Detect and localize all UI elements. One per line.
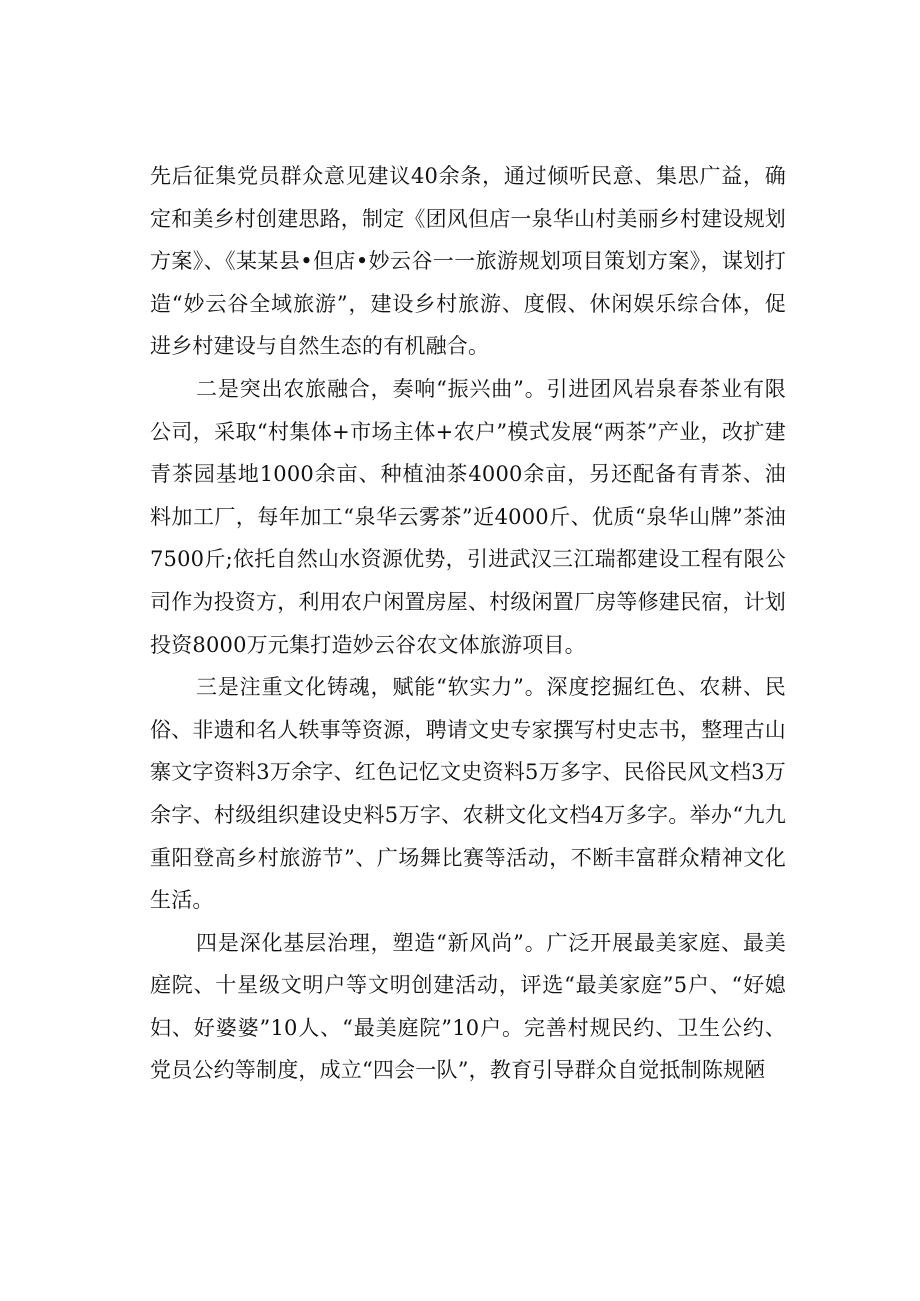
paragraph-4: 四是深化基层治理，塑造“新风尚”。广泛开展最美家庭、最美庭院、十星级文明户等文明创建活动，评选“最美家庭”5户、“好媳妇、好婆婆”10人、“最美庭院”10户。完善村规民约、卫生公约、党员公约等制度，成立“四会一队”，教育引导群众自觉抵制陈规陋 xyxy=(150,930,786,1083)
document-body xyxy=(150,155,786,1092)
paragraph-1: 先后征集党员群众意见建议40余条，通过倾听民意、集思广益，确定和美乡村创建思路，制定《团风但店一泉华山村美丽乡村建设规划方案》、《某某县•但店•妙云谷一一旅游规划项目策划方案》，谋划打造“妙云谷全域旅游”，建设乡村旅游、度假、休闲娱乐综合体，促进乡村建设与自然生态的有机融合。 xyxy=(150,164,786,359)
paragraph-2: 二是突出农旅融合，奏响“振兴曲”。引进团风岩泉春茶业有限公司，采取“村集体+市场主体+农户”模式发展“两茶”产业，改扩建青茶园基地1000余亩、种植油茶4000余亩，另还配备有青茶、油料加工厂，每年加工“泉华云雾茶”近4000斤、优质“泉华山牌”茶油7500斤;依托自然山水资源优势，引进武汉三江瑞都建设工程有限公司作为投资方，利用农户闲置房屋、村级闲置厂房等修建民宿，计划投资8000万元集打造妙云谷农文体旅游项目。 xyxy=(150,376,786,657)
paragraph-3: 三是注重文化铸魂，赋能“软实力”。深度挖掘红色、农耕、民俗、非遗和名人轶事等资源，聘请文史专家撰写村史志书，整理古山寨文字资料3万余字、红色记忆文史资料5万多字、民俗民风文档3万余字、村级组织建设史料5万字、农耕文化文档4万多字。举办“九九重阳登高乡村旅游节”、广场舞比赛等活动，不断丰富群众精神文化生活。 xyxy=(150,675,786,913)
